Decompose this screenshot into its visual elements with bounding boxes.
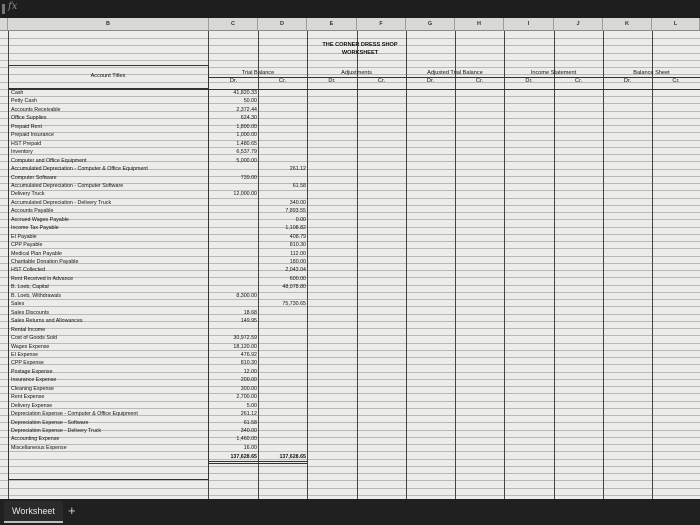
trial-balance-dr-cell[interactable] [212, 251, 257, 258]
formula-bar [0, 0, 700, 18]
trial-balance-cr-cell[interactable] [260, 132, 306, 139]
account-title[interactable]: Accounting Expense [11, 436, 60, 442]
trial-balance-cr-cell[interactable] [260, 394, 306, 401]
account-title[interactable]: Depreciation Expense - Delivery Truck [11, 428, 102, 434]
trial-balance-dr-cell[interactable]: 6,537.79 [236, 149, 257, 155]
account-title[interactable]: Accounts Payable [11, 208, 54, 214]
column-header-i[interactable]: I [504, 18, 554, 31]
account-title[interactable]: Office Supplies [11, 115, 47, 121]
divider [357, 31, 358, 499]
account-title[interactable]: B. Loeb, Withdrawals [11, 293, 62, 299]
trial-balance-dr-cell[interactable]: 739.00 [240, 175, 257, 181]
trial-balance-cr-cell[interactable]: 600.00 [289, 276, 306, 282]
trial-balance-dr-cell[interactable]: 12.00 [243, 369, 257, 375]
divider [504, 31, 505, 499]
trial-balance-dr-cell[interactable]: 1,480.65 [236, 141, 257, 147]
worksheet-subtitle: WORKSHEET [341, 50, 379, 56]
account-title[interactable]: Petty Cash [11, 98, 37, 104]
column-header-h[interactable]: H [455, 18, 504, 31]
trial-balance-cr-cell[interactable] [260, 98, 306, 105]
fx-icon[interactable]: fx [8, 1, 18, 12]
trial-balance-cr-cell[interactable] [260, 377, 306, 384]
trial-balance-dr-cell[interactable] [212, 276, 257, 283]
trial-balance-dr: Dr. [229, 78, 238, 84]
trial-balance-dr-cell[interactable]: 8,300.00 [236, 293, 257, 299]
add-sheet-button[interactable]: + [68, 503, 76, 518]
trial-balance-cr-cell[interactable]: 180.00 [289, 259, 306, 265]
divider [406, 31, 407, 499]
trial-balance-dr-cell[interactable]: 624.30 [240, 115, 257, 121]
account-title[interactable]: Income Tax Payable [11, 225, 59, 231]
trial-balance-dr-cell[interactable] [212, 200, 257, 207]
trial-balance-dr-cell[interactable]: 12,000.00 [233, 191, 257, 197]
account-title[interactable]: HST Collected [11, 267, 46, 273]
trial-balance-dr-cell[interactable]: 300.00 [240, 386, 257, 392]
balance-dr: Dr. [623, 78, 632, 84]
balance-cr: Cr. [672, 78, 680, 84]
trial-balance-dr-cell[interactable] [212, 267, 257, 274]
account-title[interactable]: B. Loeb, Capital [11, 284, 49, 290]
account-title[interactable]: EI Expense [11, 352, 39, 358]
adjusted-trial-balance-header: Adjusted Trial Balance [427, 70, 483, 76]
adjusted-dr: Dr. [426, 78, 435, 84]
divider [603, 31, 604, 499]
trial-balance-dr-cell[interactable] [212, 242, 257, 249]
trial-balance-header: Trial Balance [241, 70, 275, 76]
column-header-c[interactable]: C [209, 18, 258, 31]
trial-balance-dr-cell[interactable]: 16.00 [243, 445, 257, 451]
account-title[interactable]: Wages Expense [11, 344, 50, 350]
trial-balance-dr-cell[interactable]: 18,120.00 [233, 344, 257, 350]
trial-balance-cr-cell[interactable]: 1,108.82 [285, 225, 306, 231]
trial-balance-cr-cell[interactable] [260, 318, 306, 325]
balance-sheet-header: Balance Sheet [633, 70, 670, 76]
account-title[interactable]: Sales Discounts [11, 310, 49, 316]
trial-balance-dr-cell[interactable] [212, 217, 257, 224]
grid-row-line [0, 38, 700, 39]
account-title[interactable]: Insurance Expense [11, 377, 57, 383]
trial-balance-dr-cell[interactable]: 41,820.33 [233, 90, 257, 96]
trial-balance-cr-cell[interactable] [260, 360, 306, 367]
income-cr: Cr. [574, 78, 583, 84]
adjustments-header: Adjustments [341, 70, 372, 76]
trial-balance-cr-cell[interactable] [260, 115, 306, 122]
trial-balance-cr-cell[interactable]: 810.30 [289, 242, 306, 248]
trial-balance-dr-cell[interactable]: 1,800.00 [236, 124, 257, 130]
trial-balance-dr-cell[interactable]: 1,000.00 [236, 132, 257, 138]
column-header-b[interactable]: B [8, 18, 209, 31]
trial-balance-cr-cell[interactable] [260, 293, 306, 300]
grid-row-line [0, 488, 700, 489]
account-title[interactable]: Rental Income [11, 327, 46, 333]
total-double-underline [209, 463, 307, 464]
account-title[interactable]: Charitable Donation Payable [11, 259, 79, 265]
account-titles-header: Account Titles [90, 73, 126, 79]
divider [258, 31, 259, 499]
worksheet-title: THE CORNER DRESS SHOP [322, 42, 398, 48]
trial-balance-cr-cell[interactable]: 2,043.04 [285, 267, 306, 273]
trial-balance-dr-cell[interactable] [212, 234, 257, 241]
adjusted-cr: Cr. [475, 78, 484, 84]
account-title[interactable]: Computer and Office Equipment [11, 158, 87, 164]
trial-balance-dr-cell[interactable]: 50.00 [243, 98, 257, 104]
trial-balance-cr-cell[interactable]: 261.12 [289, 166, 306, 172]
trial-balance-dr-cell[interactable]: 340.00 [240, 428, 257, 434]
trial-balance-cr-cell[interactable] [260, 191, 306, 198]
column-header-l[interactable]: L [652, 18, 700, 31]
trial-balance-cr-cell[interactable] [260, 310, 306, 317]
account-title[interactable]: Cleaning Expense [11, 386, 54, 392]
account-title[interactable]: Depreciation Expense - Software [11, 420, 89, 426]
account-title[interactable]: Sales [11, 301, 25, 307]
trial-balance-cr-cell[interactable] [260, 335, 306, 342]
sheet-tab-bar [0, 499, 700, 525]
header-underline [209, 77, 700, 78]
trial-balance-dr-cell[interactable]: 1,460.00 [236, 436, 257, 442]
column-header-k[interactable]: K [603, 18, 652, 31]
trial-balance-cr-cell[interactable] [260, 158, 306, 165]
account-title[interactable]: Rent Expense [11, 394, 45, 400]
trial-balance-cr-cell[interactable]: 112.00 [290, 251, 306, 257]
trial-balance-cr-cell[interactable] [260, 386, 306, 393]
trial-balance-dr-cell[interactable] [212, 259, 257, 266]
trial-balance-cr-cell[interactable] [260, 411, 306, 418]
account-title[interactable]: CPP Payable [11, 242, 43, 248]
account-title[interactable]: HST Prepaid [11, 141, 42, 147]
trial-balance-cr-cell[interactable]: 340.00 [289, 200, 306, 206]
adjustments-cr: Cr. [377, 78, 386, 84]
trial-balance-cr-cell[interactable]: 0.00 [295, 217, 306, 223]
account-title[interactable]: Rent Received in Advance [11, 276, 74, 282]
account-title[interactable]: Postage Expense [11, 369, 53, 375]
trial-balance-dr-cell[interactable] [212, 284, 257, 291]
account-title[interactable]: Sales Returns and Allowances [11, 318, 83, 324]
trial-balance-cr-cell[interactable]: 48,078.80 [282, 284, 306, 290]
trial-balance-dr-cell[interactable]: 2,372.44 [236, 107, 257, 113]
account-title[interactable]: Miscellaneous Expense [11, 445, 67, 451]
account-title[interactable]: Depreciation Expense - Computer & Office Equipment [11, 411, 138, 417]
trial-balance-cr-cell[interactable]: 408.79 [289, 234, 306, 240]
account-title[interactable]: CPP Expense [11, 360, 44, 366]
column-header-f[interactable]: F [357, 18, 406, 31]
trial-balance-cr-cell[interactable]: 61.58 [292, 183, 306, 189]
trial-balance-cr-cell[interactable] [260, 90, 306, 97]
trial-balance-cr-cell[interactable] [260, 141, 306, 148]
trial-balance-dr-cell[interactable]: 2,700.00 [236, 394, 257, 400]
trial-balance-cr-cell[interactable] [260, 124, 306, 131]
grid-row-line [0, 60, 700, 61]
trial-balance-cr: Cr. [278, 78, 287, 84]
select-all-corner[interactable] [0, 18, 8, 31]
account-title[interactable]: Cash [11, 90, 24, 96]
column-header-g[interactable]: G [406, 18, 455, 31]
trial-balance-cr-cell[interactable] [260, 445, 306, 452]
trial-balance-dr-cell[interactable]: 149.95 [240, 318, 257, 324]
account-title[interactable]: Accounts Receivable [11, 107, 61, 113]
divider [307, 31, 308, 499]
divider [554, 31, 555, 499]
divider [455, 31, 456, 499]
trial-balance-cr-cell[interactable] [260, 107, 306, 114]
account-title[interactable]: Accrued Wages Payable [11, 217, 69, 223]
trial-balance-cr-cell[interactable] [260, 149, 306, 156]
trial-balance-cr-cell[interactable] [260, 436, 306, 443]
column-header-d[interactable]: D [258, 18, 307, 31]
trial-balance-cr-cell[interactable] [260, 352, 306, 359]
row-resize-handle[interactable] [2, 4, 5, 14]
trial-balance-cr-cell[interactable] [260, 403, 306, 410]
trial-balance-dr-cell[interactable] [212, 166, 257, 173]
account-title[interactable]: Computer Software [11, 175, 57, 181]
trial-balance-dr-cell[interactable]: 5,000.00 [236, 158, 257, 164]
column-header-e[interactable]: E [307, 18, 357, 31]
trial-balance-cr-cell[interactable] [260, 344, 306, 351]
trial-balance-dr-cell[interactable]: 810.30 [240, 360, 257, 366]
divider [652, 31, 653, 499]
column-header-j[interactable]: J [554, 18, 603, 31]
trial-balance-cr-cell[interactable] [260, 420, 306, 427]
trial-balance-dr-cell[interactable]: 200.00 [240, 377, 257, 383]
account-title[interactable]: Accumulated Depreciation - Delivery Truck [11, 200, 112, 206]
trial-balance-dr-cell[interactable] [212, 327, 257, 334]
trial-balance-dr-cell[interactable]: 18.68 [243, 310, 257, 316]
grid-row-line [0, 480, 700, 481]
account-title[interactable]: Accumulated Depreciation - Computer & Office Equipment [11, 166, 148, 172]
trial-balance-cr-cell[interactable] [260, 428, 306, 435]
trial-balance-dr-cell[interactable]: 61.58 [243, 420, 257, 426]
account-title[interactable]: Medical Plan Payable [11, 251, 62, 257]
total-dr[interactable]: 137,628.65 [230, 454, 257, 460]
total-cr[interactable]: 137,628.65 [279, 454, 306, 460]
account-title[interactable]: Prepaid Insurance [11, 132, 54, 138]
trial-balance-cr-cell[interactable] [260, 175, 306, 182]
trial-balance-dr-cell[interactable]: 5.00 [246, 403, 257, 409]
tab-worksheet[interactable]: Worksheet [4, 501, 63, 523]
trial-balance-dr-cell[interactable]: 476.92 [240, 352, 257, 358]
account-title[interactable]: Cost of Goods Sold [11, 335, 57, 341]
account-title[interactable]: Accumulated Depreciation - Computer Software [11, 183, 124, 189]
account-title[interactable]: Inventory [11, 149, 33, 155]
account-title[interactable]: Delivery Expense [11, 403, 53, 409]
account-title[interactable]: EI Payable [11, 234, 37, 240]
trial-balance-dr-cell[interactable] [212, 183, 257, 190]
trial-balance-dr-cell[interactable] [212, 208, 257, 215]
trial-balance-dr-cell[interactable] [212, 225, 257, 232]
total-underline [209, 461, 307, 462]
spreadsheet-grid[interactable] [0, 18, 700, 499]
trial-balance-cr-cell[interactable]: 7,893.55 [285, 208, 306, 214]
account-title[interactable]: Prepaid Rent [11, 124, 42, 130]
trial-balance-dr-cell[interactable] [212, 301, 257, 308]
trial-balance-cr-cell[interactable]: 75,730.65 [282, 301, 306, 307]
account-title[interactable]: Delivery Truck [11, 191, 45, 197]
trial-balance-dr-cell[interactable]: 261.12 [240, 411, 257, 417]
trial-balance-dr-cell[interactable]: 30,972.59 [233, 335, 257, 341]
trial-balance-cr-cell[interactable] [260, 369, 306, 376]
trial-balance-cr-cell[interactable] [260, 327, 306, 334]
grid-row-line [0, 495, 700, 496]
income-statement-header: Income Statement [530, 70, 577, 76]
adjustments-dr: Dr. [328, 78, 336, 84]
income-dr: Dr. [525, 78, 533, 84]
